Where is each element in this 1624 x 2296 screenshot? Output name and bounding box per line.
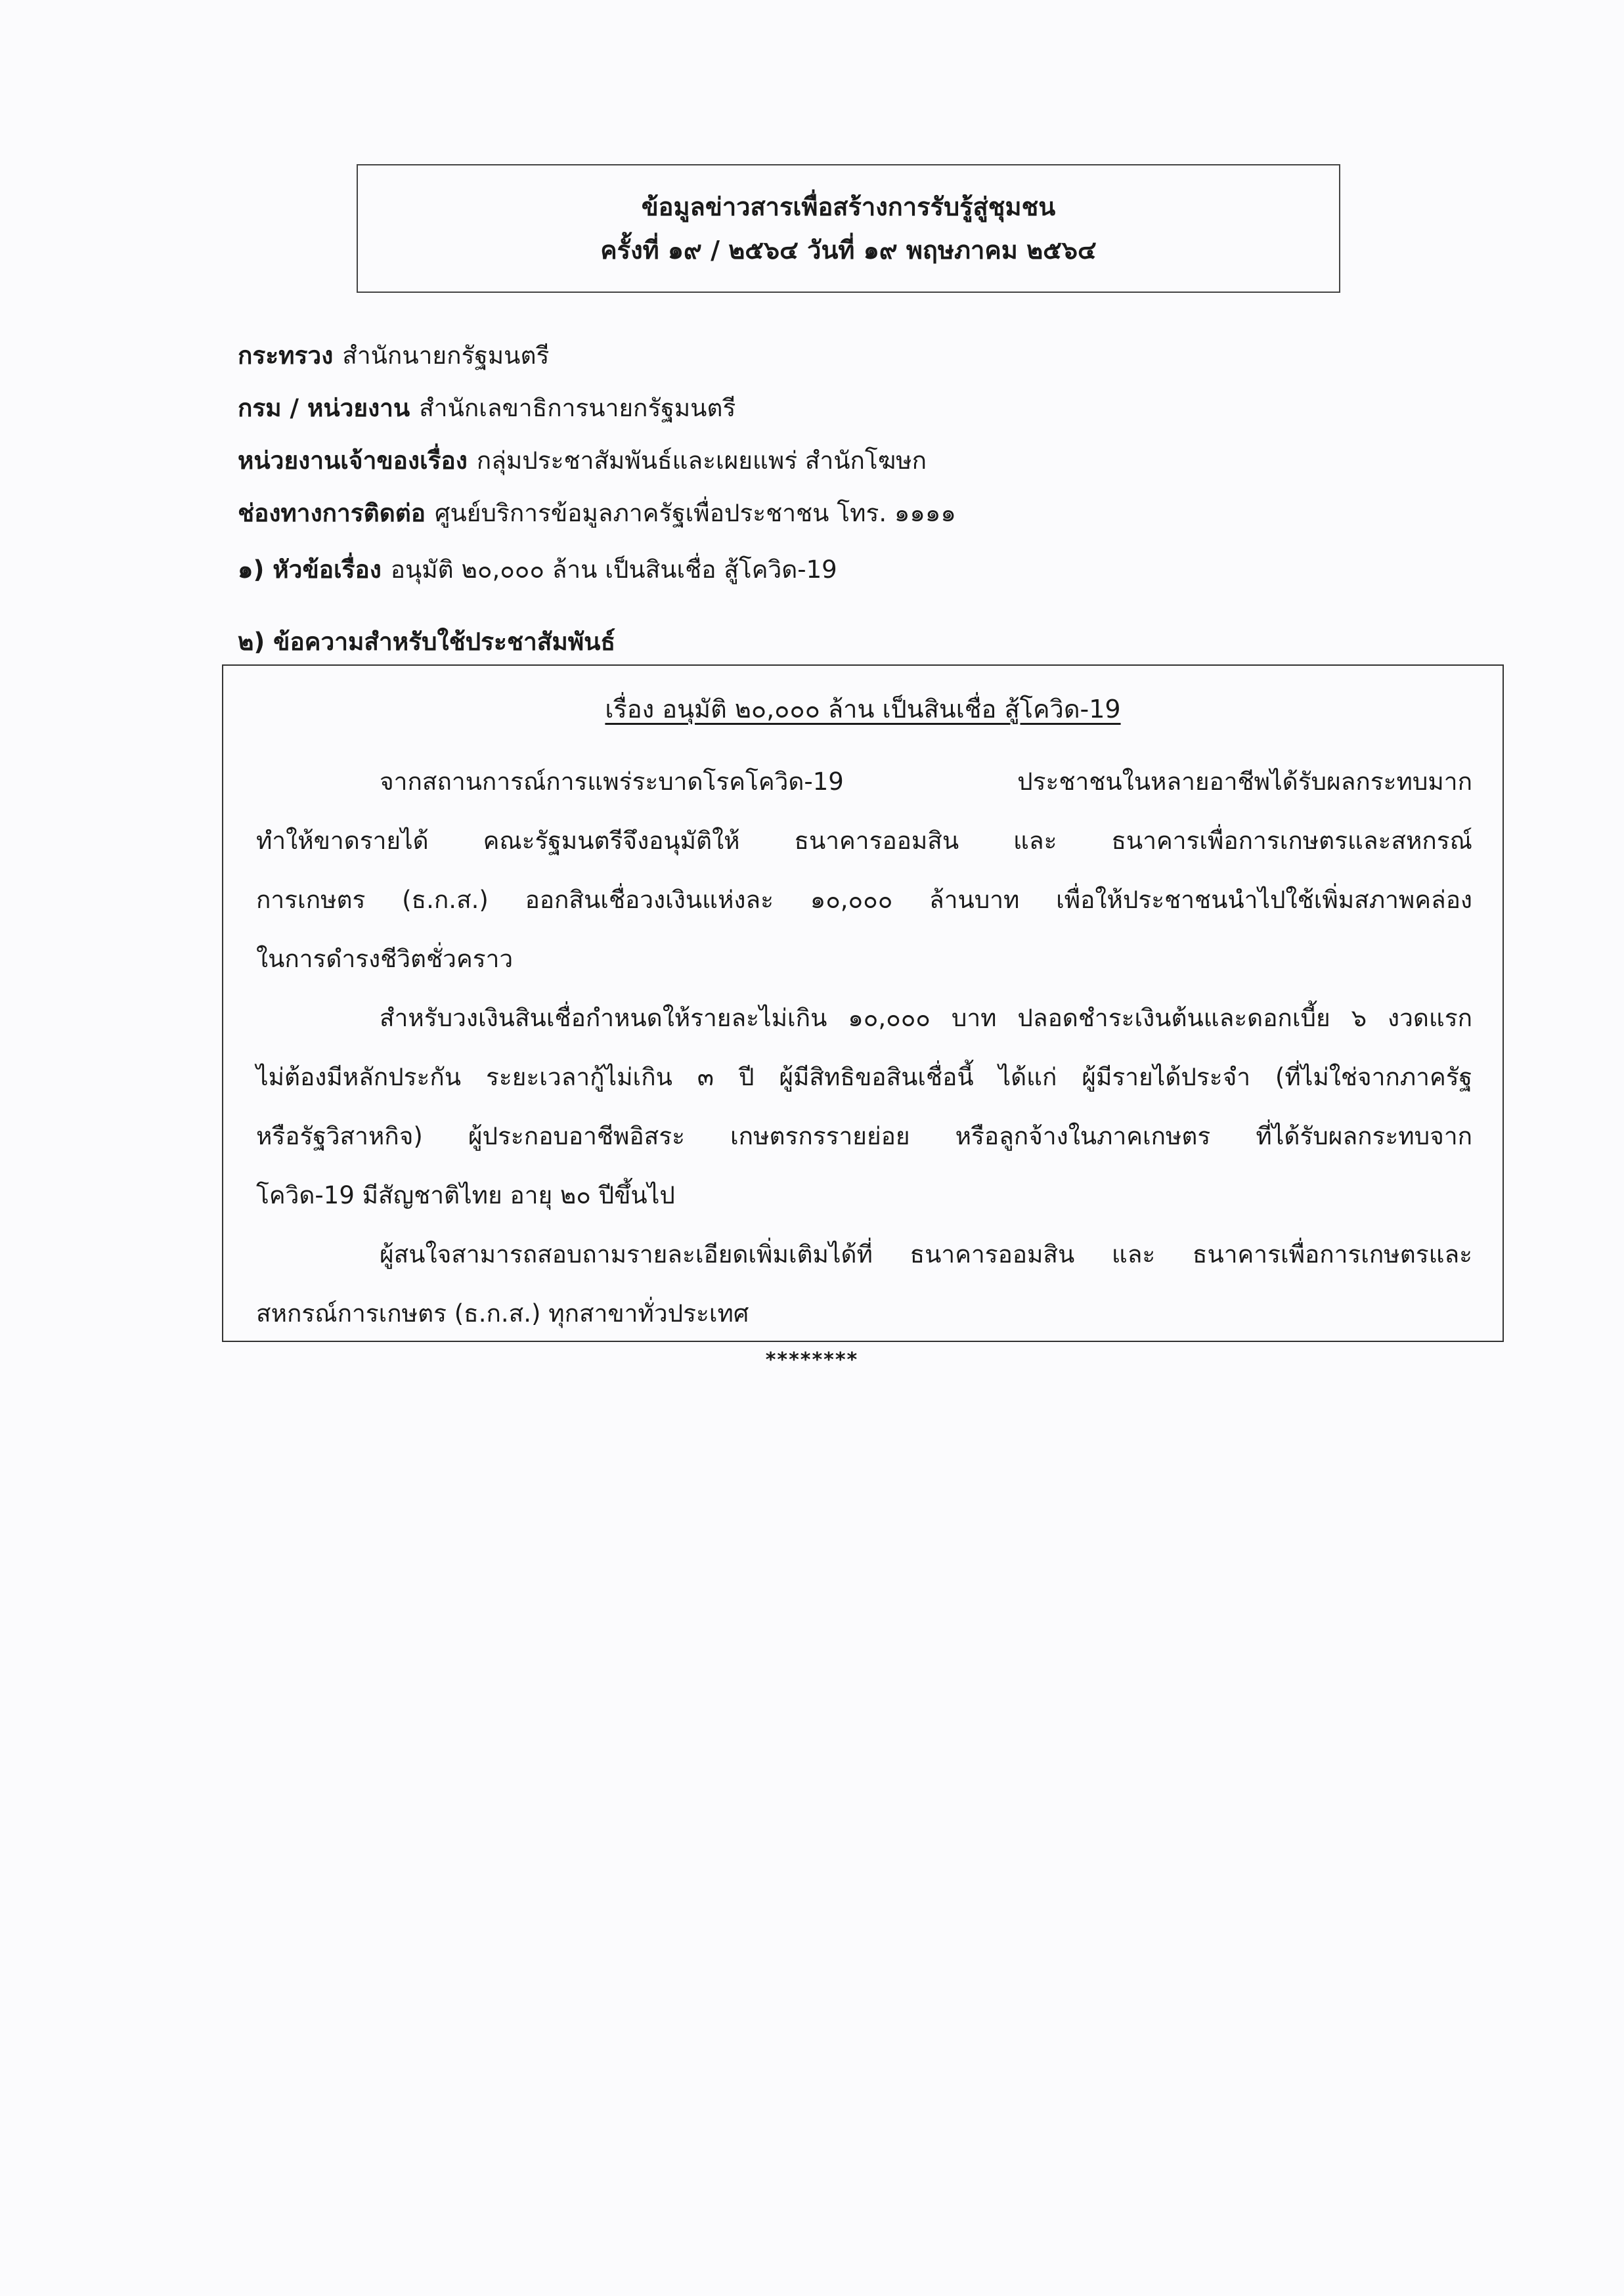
meta-ministry-value: สำนักนายกรัฐมนตรี: [342, 341, 550, 370]
meta-ministry: [238, 336, 1485, 376]
meta-contact-label: ช่องทางการติดต่อ: [238, 499, 426, 527]
meta-owner-label: หน่วยงานเจ้าของเรื่อง: [238, 446, 468, 475]
meta-topic-label: ๑) หัวข้อเรื่อง: [238, 555, 382, 584]
pr-message-box: [222, 664, 1504, 1342]
message-subject: เรื่อง อนุมัติ ๒๐,๐๐๐ ล้าน เป็นสินเชื่อ สู้โควิด-19: [605, 695, 1121, 724]
paragraph-line: ไม่ต้องมีหลักประกัน ระยะเวลากู้ไม่เกิน ๓ ปี ผู้มีสิทธิขอสินเชื่อนี้ ได้แก่ ผู้มีรายได้ประจำ (ที่ไม่ใช่จากภาครัฐ: [256, 1063, 1472, 1091]
meta-topic-value: อนุมัติ ๒๐,๐๐๐ ล้าน เป็นสินเชื่อ สู้โควิด-19: [390, 555, 837, 584]
paragraph-line: หรือรัฐวิสาหกิจ) ผู้ประกอบอาชีพอิสระ เกษตรกรรายย่อย หรือลูกจ้างในภาคเกษตร ที่ได้รับผลกระทบจาก: [256, 1122, 1472, 1150]
meta-owner: [238, 441, 1485, 481]
meta-department-label: กรม / หน่วยงาน: [238, 394, 410, 422]
paragraph-2: [256, 989, 1472, 1225]
meta-owner-value: กลุ่มประชาสัมพันธ์และเผยแพร่ สำนักโฆษก: [476, 446, 927, 475]
meta-topic: [238, 550, 1485, 590]
meta-ministry-label: กระทรวง: [238, 341, 334, 370]
paragraph-3: [256, 1225, 1472, 1343]
header-box: [357, 164, 1340, 293]
meta-contact-value: ศูนย์บริการข้อมูลภาครัฐเพื่อประชาชน โทร. ๑๑๑๑: [435, 499, 956, 527]
paragraph-line: สหกรณ์การเกษตร (ธ.ก.ส.) ทุกสาขาทั่วประเทศ: [256, 1299, 749, 1328]
meta-department: [238, 389, 1485, 428]
paragraph-line: การเกษตร (ธ.ก.ส.) ออกสินเชื่อวงเงินแห่งละ ๑๐,๐๐๐ ล้านบาท เพื่อให้ประชาชนนำไปใช้เพิ่มสภาพคล่อง: [256, 886, 1472, 914]
paragraph-line: ในการดำรงชีวิตชั่วคราว: [256, 945, 514, 973]
paragraph-line: โควิด-19 มีสัญชาติไทย อายุ ๒๐ ปีขึ้นไป: [256, 1181, 675, 1209]
meta-department-value: สำนักเลขาธิการนายกรัฐมนตรี: [419, 394, 736, 422]
paragraph-line: ผู้สนใจสามารถสอบถามรายละเอียดเพิ่มเติมได้ที่ ธนาคารออมสิน และ ธนาคารเพื่อการเกษตรและ: [380, 1240, 1472, 1268]
paragraph-1: [256, 752, 1472, 989]
header-title: ข้อมูลข่าวสารเพื่อสร้างการรับรู้สู่ชุมชน: [641, 192, 1056, 221]
paragraph-line: สำหรับวงเงินสินเชื่อกำหนดให้รายละไม่เกิน ๑๐,๐๐๐ บาท ปลอดชำระเงินต้นและดอกเบี้ย ๖ งวดแรก: [380, 1004, 1472, 1032]
paragraph-line: ทำให้ขาดรายได้ คณะรัฐมนตรีจึงอนุมัติให้ ธนาคารออมสิน และ ธนาคารเพื่อการเกษตรและสหกรณ์: [256, 827, 1472, 855]
meta-contact: [238, 494, 1485, 533]
meta-pr-label: ๒) ข้อความสำหรับใช้ประชาสัมพันธ์: [238, 628, 616, 656]
end-marker: ********: [765, 1349, 859, 1372]
meta-pr-heading: [238, 622, 1485, 662]
paragraph-line: จากสถานการณ์การแพร่ระบาดโรคโควิด-19 ประชาชนในหลายอาชีพได้รับผลกระทบมาก: [380, 768, 1472, 796]
header-issue-date: ครั้งที่ ๑๙ / ๒๕๖๔ วันที่ ๑๙ พฤษภาคม ๒๕๖๔: [600, 236, 1097, 265]
